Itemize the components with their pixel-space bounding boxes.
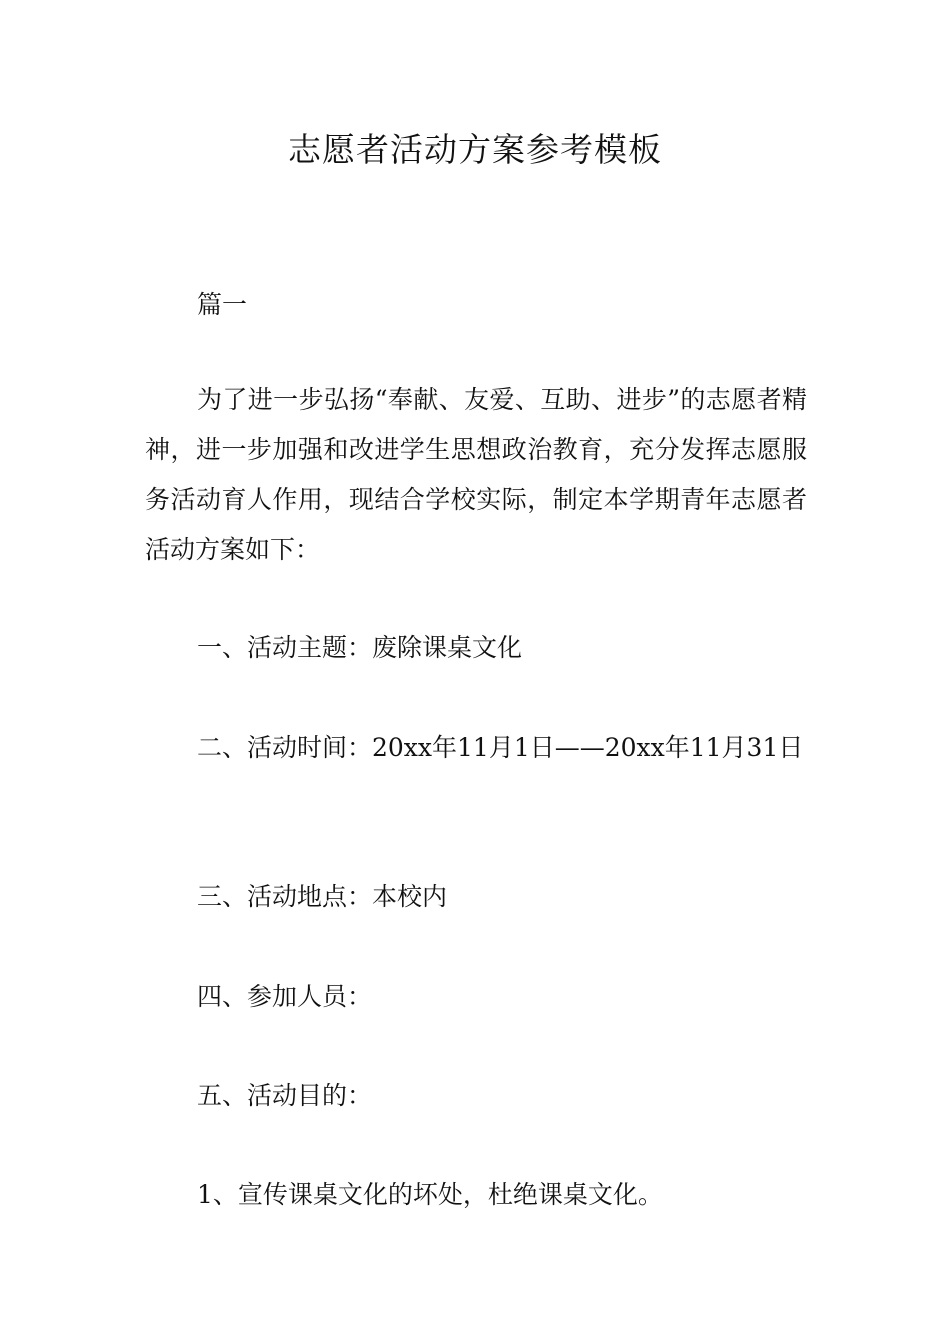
item-purpose: 五、活动目的： (197, 1081, 373, 1110)
item-time: 二、活动时间：20xx年11月1日——20xx年11月31日 (197, 733, 804, 762)
item-theme: 一、活动主题：废除课桌文化 (197, 633, 523, 662)
section-label: 篇一 (197, 290, 248, 319)
item-participants: 四、参加人员： (197, 982, 373, 1011)
purpose-point-1: 1、宣传课桌文化的坏处，杜绝课桌文化。 (197, 1180, 663, 1209)
item-location: 三、活动地点：本校内 (197, 882, 448, 911)
intro-paragraph: 为了进一步弘扬“奉献、友爱、互助、进步”的志愿者精神，进一步加强和改进学生思想政治教育，充分发挥志愿服务活动育人作用，现结合学校实际，制定本学期青年志愿者活动方案如下： (145, 385, 807, 564)
document-title: 志愿者活动方案参考模板 (288, 130, 662, 169)
